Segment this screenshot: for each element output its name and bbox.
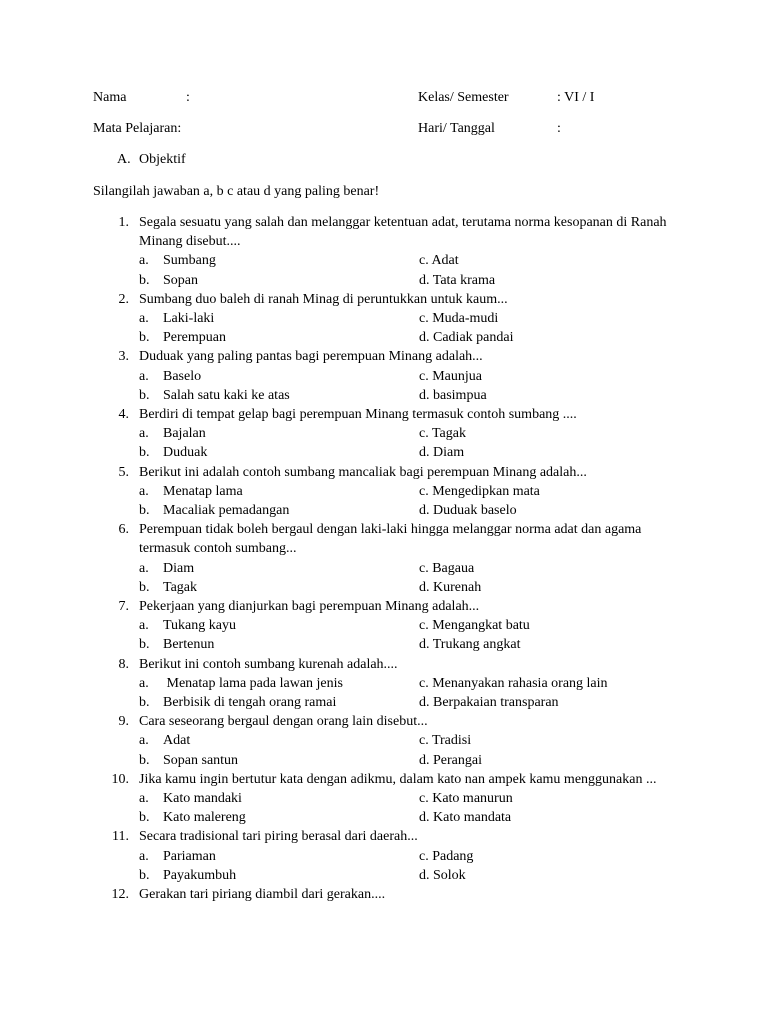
option-text: Baselo [163, 368, 202, 384]
section-letter: A. [117, 152, 131, 167]
option-text: Pariaman [163, 848, 216, 864]
option-letter: b. [139, 579, 150, 595]
question-number: 7. [118, 598, 129, 614]
option-c: c. Adat [419, 253, 459, 269]
answer-options [139, 616, 677, 654]
option-text: Kato malereng [163, 810, 246, 826]
option-text: Tukang kayu [163, 618, 236, 634]
option-c: c. Menanyakan rahasia orang lain [419, 675, 608, 691]
option-text: Adat [163, 733, 191, 749]
question-list [111, 213, 677, 904]
option-letter: a. [139, 848, 149, 864]
option-text: Laki-laki [163, 311, 215, 326]
option-d: d. Diam [419, 445, 465, 461]
option-text: Berbisik di tengah orang ramai [163, 694, 337, 710]
option-letter: a. [139, 675, 149, 691]
question-number: 6. [118, 522, 129, 538]
option-letter: a. [139, 426, 149, 442]
answer-options [139, 847, 677, 885]
option-b [139, 328, 226, 347]
nama-colon: : [186, 90, 190, 105]
option-c: c. Bagaua [419, 560, 475, 576]
question-text: Sumbang duo baleh di ranah Minag di peruntukkan untuk kaum... [139, 291, 508, 307]
option-text: Bajalan [163, 426, 206, 442]
question-item [117, 463, 677, 521]
option-c: c. Mengangkat batu [419, 618, 530, 634]
question-item [117, 520, 677, 597]
question-text: Gerakan tari piriang diambil dari gerakan.... [139, 886, 386, 902]
option-a [139, 367, 201, 386]
answer-options [139, 674, 677, 712]
option-a [139, 482, 243, 501]
question-number: 1. [118, 215, 129, 230]
nama-label: Nama [93, 90, 127, 105]
option-letter: a. [139, 618, 149, 634]
option-b [139, 808, 246, 827]
option-letter: a. [139, 368, 149, 384]
instruction-text: Silangilah jawaban a, b c atau d yang paling benar! [93, 184, 380, 199]
option-letter: b. [139, 387, 150, 403]
question-number: 11. [112, 829, 129, 845]
answer-options [139, 251, 677, 289]
option-text: Tagak [163, 579, 198, 595]
section-title: Objektif [139, 152, 186, 167]
option-letter: a. [139, 483, 149, 499]
option-b [139, 501, 289, 520]
answer-options [139, 559, 677, 597]
question-item [117, 597, 677, 655]
option-text: Sopan santun [163, 752, 239, 768]
option-letter: b. [139, 867, 150, 883]
option-letter: b. [139, 752, 150, 768]
kelas-label: Kelas/ Semester [418, 90, 509, 105]
option-d: d. Kato mandata [419, 810, 512, 826]
question-text: Berikut ini adalah contoh sumbang mancaliak bagi perempuan Minang adalah... [139, 464, 587, 480]
question-number: 10. [111, 771, 129, 787]
option-text: Duduak [163, 445, 208, 461]
option-d: d. Kurenah [419, 579, 482, 595]
option-letter: a. [139, 790, 149, 806]
option-letter: b. [139, 694, 150, 710]
option-a [139, 847, 216, 866]
question-text: Cara seseorang bergaul dengan orang lain disebut... [139, 714, 428, 730]
option-letter: b. [139, 330, 150, 346]
option-a [139, 789, 242, 808]
option-text: Bertenun [163, 637, 215, 653]
option-letter: b. [139, 502, 150, 518]
option-d: d. Tata krama [419, 272, 496, 288]
option-b [139, 271, 198, 290]
option-a [139, 674, 343, 693]
section-heading [117, 150, 186, 169]
option-text: Menatap lama pada lawan jenis [163, 675, 343, 691]
option-letter: a. [139, 253, 149, 269]
answer-options [139, 309, 677, 347]
question-text: Segala sesuatu yang salah dan melanggar ketentuan adat, terutama norma kesopanan di Ranah Minang disebut.... [139, 215, 667, 250]
option-d: d. Duduak baselo [419, 502, 517, 518]
kelas-value: : VI / I [557, 90, 595, 105]
option-b [139, 751, 238, 770]
question-number: 12. [111, 886, 129, 902]
hari-label: Hari/ Tanggal [418, 121, 495, 136]
option-d: d. Solok [419, 867, 466, 883]
option-letter: a. [139, 311, 149, 326]
question-text: Berikut ini contoh sumbang kurenah adalah.... [139, 656, 398, 672]
option-c: c. Kato manurun [419, 790, 513, 806]
option-text: Sopan [163, 272, 198, 288]
option-text: Kato mandaki [163, 790, 242, 806]
question-text: Perempuan tidak boleh bergaul dengan laki-laki hingga melanggar norma adat dan agama termasuk contoh sumbang... [139, 522, 642, 557]
option-c: c. Tradisi [419, 733, 472, 749]
option-b [139, 443, 207, 462]
question-number: 9. [118, 714, 129, 730]
option-c: c. Mengedipkan mata [419, 483, 540, 499]
option-letter: b. [139, 637, 150, 653]
option-a [139, 616, 236, 635]
question-item [117, 655, 677, 713]
answer-options [139, 731, 677, 769]
option-c: c. Maunjua [419, 368, 482, 384]
question-number: 4. [118, 406, 129, 422]
option-b [139, 866, 236, 885]
option-text: Salah satu kaki ke atas [163, 387, 290, 403]
option-c: c. Muda-mudi [419, 311, 499, 326]
question-text: Duduak yang paling pantas bagi perempuan Minang adalah... [139, 349, 483, 365]
option-letter: b. [139, 810, 150, 826]
option-b [139, 693, 336, 712]
option-text: Sumbang [163, 253, 216, 269]
option-letter: b. [139, 272, 150, 288]
option-d: d. Trukang angkat [419, 637, 521, 653]
question-item [117, 290, 677, 348]
answer-options [139, 367, 677, 405]
option-d: d. basimpua [419, 387, 487, 403]
question-item [117, 347, 677, 405]
option-text: Perempuan [163, 330, 226, 346]
option-b [139, 386, 290, 405]
option-a [139, 424, 206, 443]
question-text: Secara tradisional tari piring berasal dari daerah... [139, 829, 418, 845]
option-d: d. Perangai [419, 752, 482, 768]
question-number: 5. [118, 464, 129, 480]
option-a [139, 309, 214, 328]
option-text: Macaliak pemadangan [163, 502, 290, 518]
question-item [117, 405, 677, 463]
mapel-label: Mata Pelajaran: [93, 121, 182, 136]
question-text: Pekerjaan yang dianjurkan bagi perempuan Minang adalah... [139, 598, 480, 614]
option-d: d. Cadiak pandai [419, 330, 514, 346]
option-a [139, 731, 190, 750]
option-c: c. Tagak [419, 426, 466, 442]
question-number: 3. [118, 349, 129, 365]
option-c: c. Padang [419, 848, 474, 864]
answer-options [139, 789, 677, 827]
option-letter: a. [139, 733, 149, 749]
question-text: Jika kamu ingin bertutur kata dengan adikmu, dalam kato nan ampek kamu menggunakan ... [139, 771, 657, 787]
question-number: 8. [118, 656, 129, 672]
option-letter: a. [139, 560, 149, 576]
option-d: d. Berpakaian transparan [419, 694, 559, 710]
option-text: Diam [163, 560, 195, 576]
question-item [117, 213, 677, 290]
option-a [139, 559, 194, 578]
question-item [112, 827, 677, 885]
answer-options [139, 424, 677, 462]
option-letter: b. [139, 445, 150, 461]
question-text: Berdiri di tempat gelap bagi perempuan Minang termasuk contoh sumbang .... [139, 406, 577, 422]
question-number: 2. [118, 291, 129, 307]
question-item [117, 712, 677, 770]
answer-options [139, 482, 677, 520]
option-text: Payakumbuh [163, 867, 237, 883]
option-a [139, 251, 216, 270]
option-b [139, 635, 214, 654]
option-text: Menatap lama [163, 483, 243, 499]
hari-colon: : [557, 121, 561, 136]
question-item [111, 770, 677, 828]
option-b [139, 578, 197, 597]
question-item [111, 885, 677, 904]
